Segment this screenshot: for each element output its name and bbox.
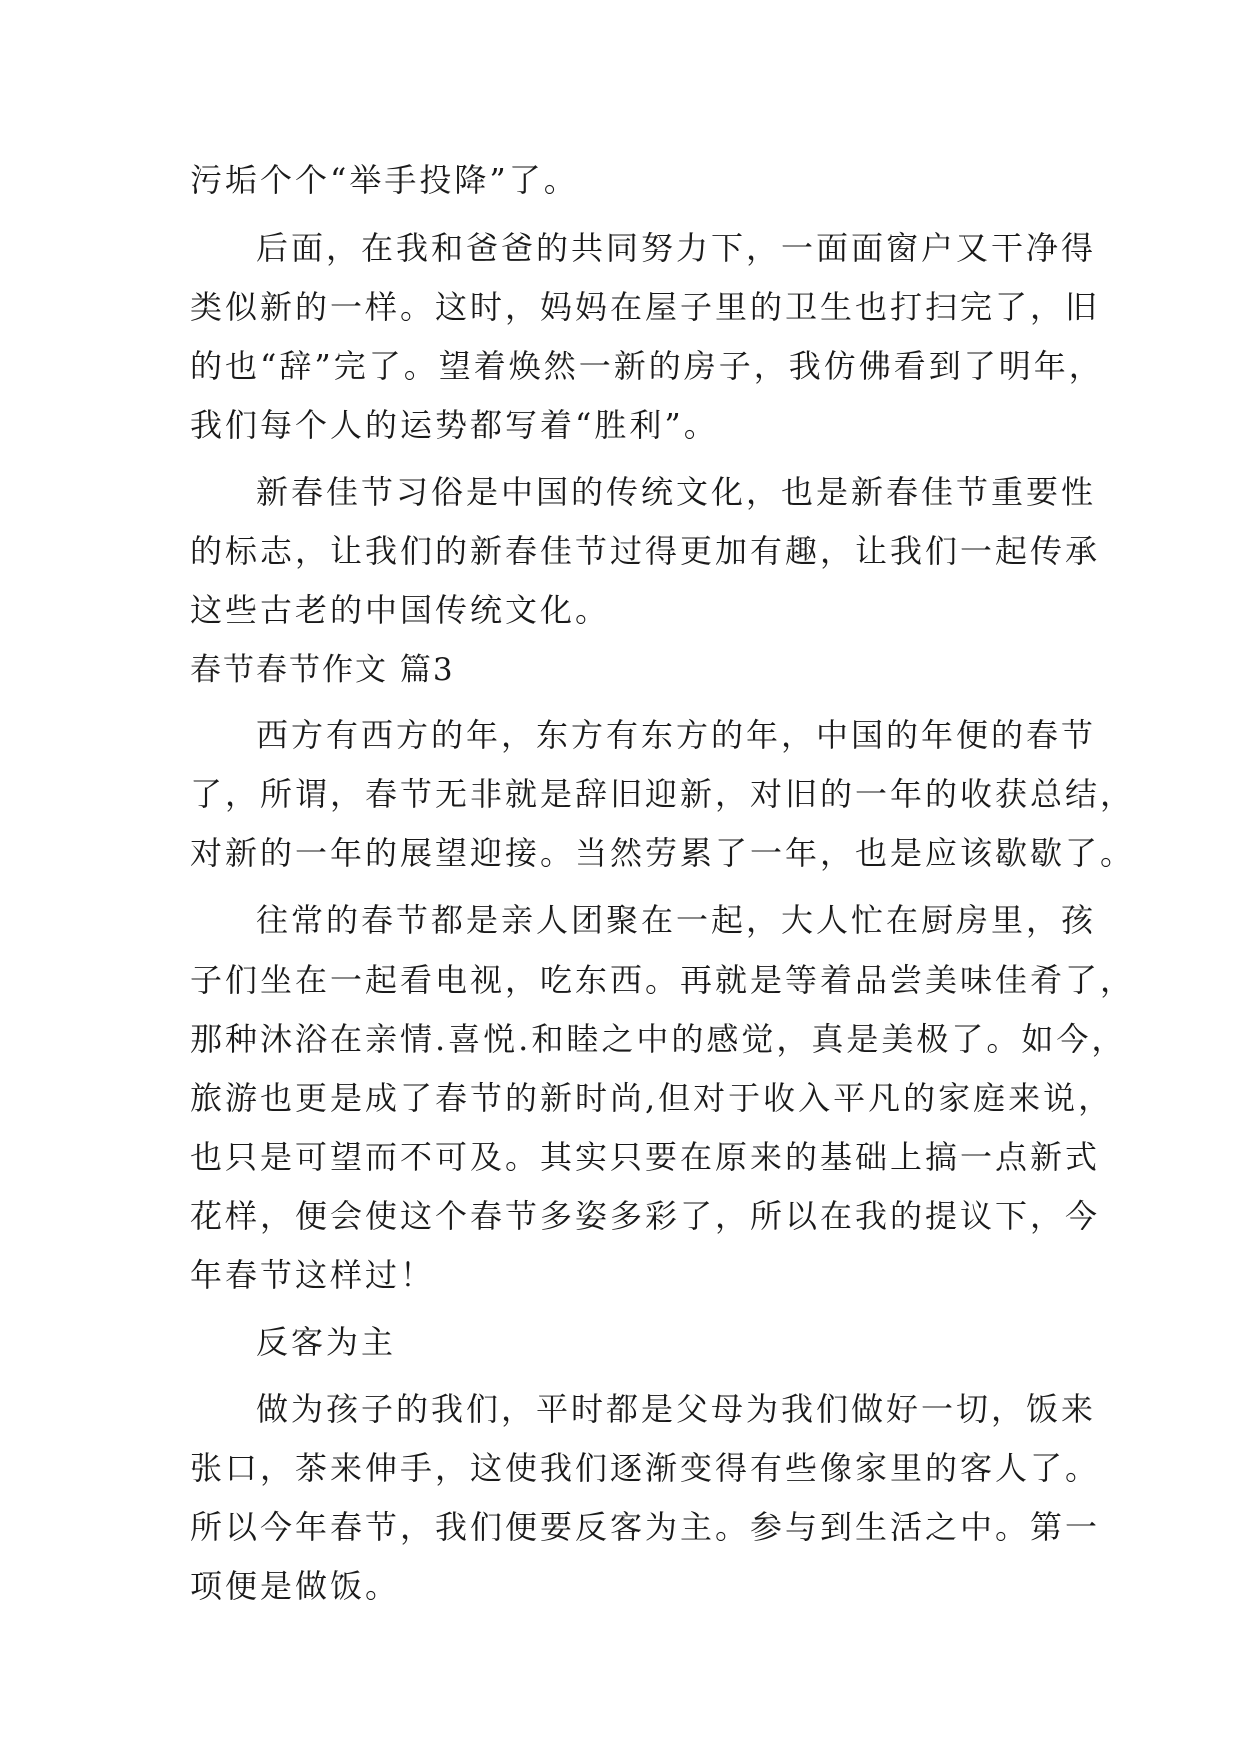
paragraph-start-line: 后面，在我和爸爸的共同努力下，一面面窗户又干净得 — [256, 229, 1097, 267]
text-line: 类似新的一样。这时，妈妈在屋子里的卫生也打扫完了，旧 — [190, 288, 1101, 326]
paragraph-start-line: 往常的春节都是亲人团聚在一起，大人忙在厨房里，孩 — [256, 901, 1097, 939]
text-line: 所以今年春节，我们便要反客为主。参与到生活之中。第一 — [190, 1508, 1101, 1546]
text-line: 的也“辞”完了。望着焕然一新的房子，我仿佛看到了明年， — [190, 347, 1104, 385]
paragraph-start-line: 西方有西方的年，东方有东方的年，中国的年便的春节 — [256, 716, 1097, 754]
section-heading: 春节春节作文 篇3 — [190, 652, 455, 688]
text-line: 的标志，让我们的新春佳节过得更加有趣，让我们一起传承 — [190, 532, 1101, 570]
text-line: 旅游也更是成了春节的新时尚,但对于收入平凡的家庭来说， — [190, 1079, 1114, 1117]
text-line: 那种沐浴在亲情.喜悦.和睦之中的感觉，真是美极了。如今， — [190, 1020, 1127, 1058]
text-line: 我们每个人的运势都写着“胜利”。 — [190, 406, 719, 444]
subheading-line: 反客为主 — [256, 1323, 397, 1361]
paragraph-start-line: 做为孩子的我们，平时都是父母为我们做好一切，饭来 — [256, 1390, 1097, 1428]
text-line: 这些古老的中国传统文化。 — [190, 591, 611, 629]
text-line: 花样，便会使这个春节多姿多彩了，所以在我的提议下，今 — [190, 1197, 1101, 1235]
text-line: 也只是可望而不可及。其实只要在原来的基础上搞一点新式 — [190, 1138, 1101, 1176]
text-line: 对新的一年的展望迎接。当然劳累了一年，也是应该歇歇了。 — [190, 834, 1136, 872]
paragraph-start-line: 新春佳节习俗是中国的传统文化，也是新春佳节重要性 — [256, 473, 1097, 511]
text-line: 年春节这样过！ — [190, 1256, 436, 1294]
text-line: 了，所谓，春节无非就是辞旧迎新，对旧的一年的收获总结， — [190, 775, 1136, 813]
text-line: 子们坐在一起看电视，吃东西。再就是等着品尝美味佳肴了， — [190, 961, 1136, 999]
text-line: 张口，茶来伸手，这使我们逐渐变得有些像家里的客人了。 — [190, 1449, 1101, 1487]
text-line: 项便是做饭。 — [190, 1567, 401, 1605]
text-line: 污垢个个“举手投降”了。 — [190, 161, 579, 199]
